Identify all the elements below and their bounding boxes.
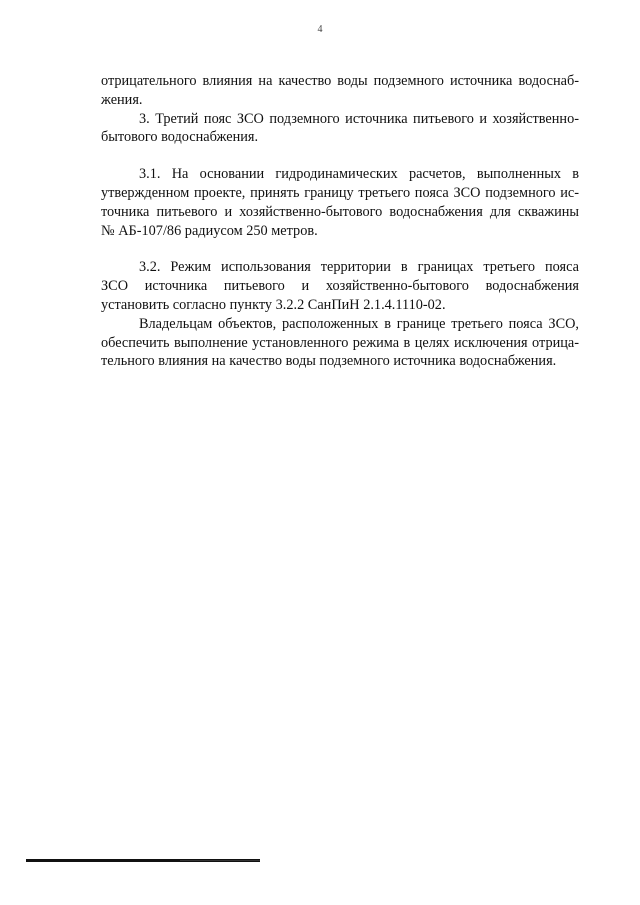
text-line: Владельцам объектов, расположенных в границе третьего пояса ЗСО, bbox=[139, 315, 579, 332]
text-line: жения. bbox=[101, 91, 143, 108]
text-line: отрицательного влияния на качество воды подземного источника водоснаб- bbox=[101, 73, 579, 89]
text-line: 3. Третий пояс ЗСО подземного источника питьевого и хозяйственно- bbox=[139, 110, 579, 127]
footer-rule-tail bbox=[180, 860, 260, 861]
paragraph-3-2 bbox=[101, 258, 579, 314]
text-line: ЗСО источника питьевого и хозяйственно-бытового водоснабжения bbox=[101, 278, 579, 295]
text-line: обеспечить выполнение установленного режима в целях исключения отрица- bbox=[101, 334, 579, 351]
paragraph-continuation bbox=[101, 72, 579, 110]
page-number: 4 bbox=[317, 24, 323, 35]
text-line: 3.1. На основании гидродинамических расчетов, выполненных в bbox=[139, 166, 579, 183]
paragraph-3-1 bbox=[101, 165, 579, 240]
text-line: точника питьевого и хозяйственно-бытового водоснабжения для скважины bbox=[101, 203, 579, 220]
text-line: утвержденном проекте, принять границу третьего пояса ЗСО подземного ис- bbox=[101, 184, 579, 201]
document-body bbox=[101, 72, 579, 371]
text-line: бытового водоснабжения. bbox=[101, 129, 259, 146]
paragraph-owners bbox=[101, 315, 579, 371]
text-line: № АБ-107/86 радиусом 250 метров. bbox=[101, 222, 318, 239]
text-line: установить согласно пункту 3.2.2 СанПиН 2.1.4.1110-02. bbox=[101, 296, 446, 313]
text-line: 3.2. Режим использования территории в границах третьего пояса bbox=[139, 259, 579, 276]
section-heading-3 bbox=[101, 110, 579, 148]
text-line: тельного влияния на качество воды подземного источника водоснабжения. bbox=[101, 353, 557, 370]
